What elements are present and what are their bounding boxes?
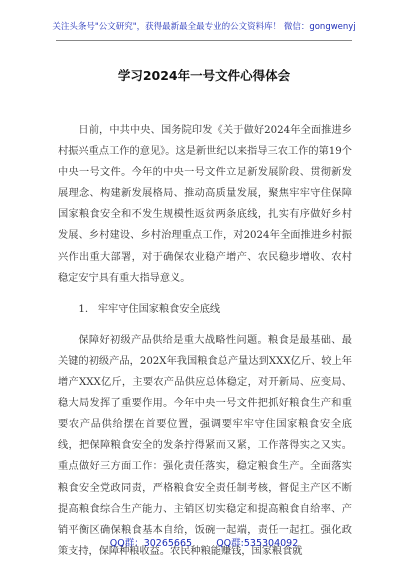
section-heading: 1. 牢牢守住国家粮食安全底线 <box>78 303 221 315</box>
body-paragraph: 日前，中共中央、国务院印发《关于做好2024年全面推进乡村振兴重点工作的意见》。这是新世纪以来指导三农工作的第19个中央一号文件。今年的中央一号文件立足新发展阶段、贯彻新发展理念、构建新发展格局、推动高质量发展，聚焦牢牢守住保障国家粮食安全和不发生规模性返贫两条底线，扎实有序做好乡村发展、乡村建设、乡村治理重点工作，对2024年全面推进乡村振兴作出重大部署，对于确保农业稳产增产、农民稳步增收、农村稳定安宁具有重大指导意义。 <box>58 125 352 284</box>
header-divider <box>56 40 352 41</box>
document-body <box>58 120 352 562</box>
page-header-notice: 关注头条号"公文研究"，获得最新最全最专业的公文资料库！ 微信：gongwenyj <box>52 22 356 32</box>
document-title: 学习2024年一号文件心得体会 <box>117 68 291 83</box>
page-footer-contact: QQ群：30265665 QQ群:535304092 <box>109 538 299 549</box>
body-paragraph: 保障好初级产品供给是重大战略性问题。粮食是最基础、最关键的初级产品，202X年我国粮食总产量达到XXX亿斤、较上年增产XXX亿斤，主要农产品供应总体稳定，对开新局、应变局、稳大局发挥了重要作用。今年中央一号文件把抓好粮食生产和重要农产品供给摆在首要位置，强调要牢牢守住国家粮食安全底线，把保障粮食安全的发条拧得紧而又紧，工作落得实之又实。重点做好三方面工作：强化责任落实，稳定粮食生产。全面落实粮食安全党政同责，严格粮食安全责任制考核，督促主产区不断提高粮食综合生产能力、主销区切实稳定和提高粮食自给率、产销平衡区确保粮食基本自给，饭碗一起端，责任一起扛。强化政策支持，保障种粮收益。农民种粮能赚钱，国家粮食就 <box>58 334 352 557</box>
